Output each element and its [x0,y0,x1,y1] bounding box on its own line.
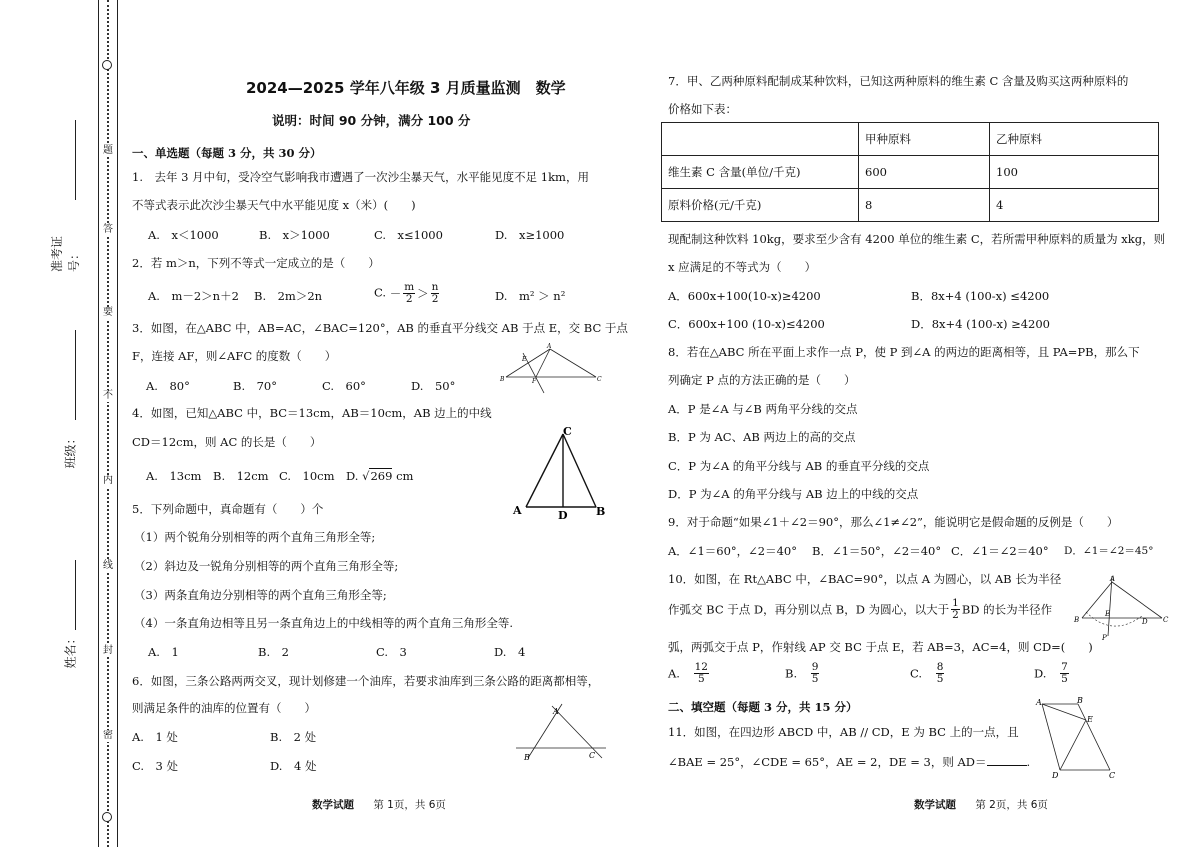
q2-stem: 2．若 m＞n，下列不等式一定成立的是（ ） [132,256,380,270]
binding-border-left [98,0,99,847]
seal-char-nei: 内 [103,475,113,486]
footer-right [914,797,1048,812]
q2-frac-n-den: 2 [431,293,439,305]
q10-arc [1086,612,1142,626]
q1-line2: 不等式表示此次沙尘暴天气中水平能见度 x（米）( ) [132,198,416,212]
q11-side-bc [1078,704,1110,770]
q11-line2 [668,754,1030,770]
q8-option-a: A．P 是∠A 与∠B 两角平分线的交点 [668,402,858,416]
name-field-line [75,560,76,630]
q10-label-e: E [1105,610,1111,618]
binding-border-right [117,0,118,847]
page-subtitle: 说明：时间 90 分钟，满分 100 分 [272,113,471,128]
q4-figure [508,422,612,522]
q6-option-b: B. 2 处 [270,730,317,744]
q10-option-d-num: 7 [1061,661,1068,673]
q3-option-a: A. 80° [146,379,190,393]
q10-line2 [668,598,1052,621]
q10-line3: 弧，两弧交于点 P，作射线 AP 交 BC 于点 E，若 AB=3，AC=4，则 CD=( ) [668,640,1093,654]
q4-unit: cm [396,469,414,483]
q6-option-c: C. 3 处 [132,759,179,773]
q7-table-cell: 维生素 C 含量(单位/千克) [662,156,859,189]
seal-char-ti: 题 [103,145,113,156]
q7-table-cell: 原料价格(元/千克) [662,189,859,222]
name-field[interactable] [64,560,88,680]
q10-option-d-label: D. [1034,666,1047,681]
q6-label-b: B [524,753,530,762]
class-label: 班级： [63,432,78,469]
q7-table-cell: 4 [990,189,1159,222]
q10-option-c-den: 5 [936,673,944,685]
q1-line1: 1. 去年 3 月中旬，受冷空气影响我市遭遇了一次沙尘暴天气，水平能见度不足 1km，用 [132,170,589,184]
q10-option-d [1034,662,1071,685]
q7-option-d: D．8x+4 (100-x) ≥4200 [911,317,1050,331]
q4-option-b: B. 12cm [213,469,269,483]
q4-line2: CD＝12cm，则 AC 的长是（ ） [132,435,322,449]
seal-char-yao: 要 [103,307,113,318]
q11-figure [1034,696,1124,782]
q10-option-b-label: B. [785,666,798,681]
q7-table-header-blank [662,123,859,156]
q6-line1: 6．如图，三条公路两两交叉，现计划修建一个油库，若要求油库到三条公路的距离都相等， [132,674,600,688]
id-field[interactable] [50,120,88,290]
id-label: 准考证号： [50,235,81,272]
class-field[interactable] [64,330,88,480]
q11-line2-text: ∠BAE = 25°，∠CDE = 65°，AE = 2，DE = 3，则 AD＝ [668,755,987,769]
q10-option-a [668,662,711,685]
q7-option-c: C．600x+100 (10-x)≤4200 [668,317,825,331]
q5-item-3: （3）两条直角边分别相等的两个直角三角形全等; [134,588,387,602]
q5-option-c: C. 3 [376,645,407,659]
seal-char-bu: 不 [103,390,113,401]
q11-segment-de [1060,720,1086,770]
q6-option-d: D. 4 处 [270,759,317,773]
seal-char-mi: 密 [103,730,113,741]
footer-left [312,797,446,812]
q9-option-b: B．∠1＝50°，∠2＝40° [812,544,942,558]
q10-label-c: C [1163,616,1169,624]
q1-option-c: C. x≤1000 [374,228,443,242]
q10-side-ac [1112,582,1162,618]
q7-table-cell: 8 [859,189,990,222]
q3-option-c: C. 60° [322,379,366,393]
q11-label-b: B [1077,696,1083,705]
q7-table-row [662,156,1159,189]
section1-title: 一、单选题（每题 3 分，共 30 分） [132,146,322,160]
q2-frac-n-num: n [431,281,439,293]
q7-table-header-row [662,123,1159,156]
q3-label-f: F [532,378,537,385]
q10-option-d-frac [1060,662,1069,685]
q11-label-a: A [1036,698,1042,707]
q11-line1: 11．如图，在四边形 ABCD 中，AB // CD，E 为 BC 上的一点，且 [668,725,1019,739]
q10-option-a-label: A. [668,666,680,681]
q10-frac-half-den: 2 [952,609,959,621]
q9-stem: 9．对于命题“如果∠1＋∠2＝90°，那么∠1≠∠2”，能说明它是假命题的反例是（ ） [668,515,1119,529]
binding-circle-top [102,60,112,70]
q7-table [661,122,1159,222]
q7-table-cell: 600 [859,156,990,189]
q10-option-d-den: 5 [1061,673,1068,685]
q6-line2: 则满足条件的油库的位置有（ ） [132,701,316,715]
page-title: 2024—2025 学年八年级 3 月质量监测 数学 [246,79,566,97]
q4-side-ac [526,434,563,507]
q10-label-p: P [1102,634,1107,642]
q6-label-c: C [589,751,596,760]
q5-item-1: （1）两个锐角分别相等的两个直角三角形全等; [134,530,376,544]
q2-option-c-label: C. [374,285,387,300]
q11-label-d: D [1052,771,1059,780]
q11-answer-blank[interactable] [987,754,1027,766]
q5-option-a: A. 1 [148,645,179,659]
footer-right-page: 第 2页，共 6页 [975,799,1048,811]
binding-dotted-line [107,0,109,847]
q11-label-e: E [1087,715,1093,724]
q3-option-d: D. 50° [411,379,456,393]
q10-frac-half-num: 1 [952,597,959,609]
q1-option-a: A. x＜1000 [148,228,219,242]
q7-line3: 现配制这种饮料 10kg，要求至少含有 4200 单位的维生素 C，若所需甲种原料的质量为 xkg，则 [668,232,1166,246]
q10-line2-start: 作弧交 BC 于点 D，再分别以点 B，D 为圆心，以大于 [668,602,950,617]
q5-stem: 5．下列命题中，真命题有（ ）个 [132,502,324,516]
class-field-line [75,330,76,420]
q2-gt: ＞ [417,286,429,301]
q7-table-row [662,189,1159,222]
q10-label-d: D [1142,618,1148,626]
q2-option-c [374,282,441,305]
q3-label-e: E [522,356,527,363]
q4-label-b: B [596,505,606,518]
q10-line2-end: BD 的长为半径作 [961,602,1053,617]
footer-left-subject: 数学试题 [312,799,354,811]
q10-option-a-num: 12 [694,661,708,673]
id-field-line [75,120,76,200]
q11-label-c: C [1109,771,1116,780]
q7-table-cell: 100 [990,156,1159,189]
q3-line1: 3．如图，在△ABC 中，AB=AC，∠BAC=120°，AB 的垂直平分线交 AB 于点 E，交 BC 于点 [132,321,628,335]
q7-table-header-jia: 甲种原料 [859,123,990,156]
q8-option-c: C．P 为∠A 的角平分线与 AB 的垂直平分线的交点 [668,459,930,473]
q6-label-a: A [553,707,559,716]
q10-option-c [910,662,946,685]
q10-option-c-num: 8 [936,661,944,673]
q4-option-d-label: D. [346,469,359,483]
q4-side-bc [563,434,596,507]
q10-option-c-label: C. [910,666,923,681]
q2-frac-m [403,282,415,305]
seal-char-xian: 线 [103,560,113,571]
q4-label-a: A [513,504,522,517]
q10-option-b-frac [811,662,820,685]
q3-figure [498,341,608,399]
q8-option-b: B．P 为 AC、AB 两边上的高的交点 [668,430,856,444]
footer-right-subject: 数学试题 [914,799,956,811]
q9-option-c: C．∠1＝∠2＝40° [951,544,1049,558]
q10-frac-half [951,598,960,621]
q5-item-4: （4）一条直角边相等且另一条直角边上的中线相等的两个直角三角形全等. [134,616,513,630]
q4-option-d [346,469,413,484]
q2-frac-m-den: 2 [405,293,413,305]
q2-frac-n [431,282,440,305]
q7-line1: 7．甲、乙两种原料配制成某种饮料，已知这两种原料的维生素 C 含量及购买这两种原料的 [668,74,1129,88]
q3-side-ac [550,349,596,377]
q4-label-d: D [558,509,568,522]
q7-table-header-yi: 乙种原料 [990,123,1159,156]
q10-label-a: A [1110,575,1116,583]
q5-option-d: D. 4 [494,645,526,659]
binding-circle-bottom [102,812,112,822]
q8-option-d: D．P 为∠A 的角平分线与 AB 边上的中线的交点 [668,487,919,501]
q3-label-c: C [597,376,602,383]
q5-option-b: B. 2 [258,645,289,659]
q7-line2: 价格如下表： [668,102,737,116]
section2-title: 二、填空题（每题 3 分，共 15 分） [668,700,858,714]
q5-item-2: （2）斜边及一锐角分别相等的两个直角三角形全等; [134,559,399,573]
footer-left-page: 第 1页，共 6页 [373,799,446,811]
q3-line2: F，连接 AF，则∠AFC 的度数（ ） [132,349,337,363]
q10-option-a-frac [694,662,709,685]
q3-option-b: B. 70° [233,379,277,393]
q3-label-a: A [547,343,552,350]
q4-sqrt-radicand: 269 [370,469,393,483]
q9-option-d: D．∠1＝∠2＝45° [1064,545,1154,557]
q9-option-a: A．∠1＝60°，∠2＝40° [668,544,797,558]
q2-minus: － [389,286,402,301]
q10-option-b-den: 5 [811,673,819,685]
q3-label-b: B [500,376,505,383]
name-label: 姓名： [63,632,78,669]
seal-char-feng: 封 [103,645,113,656]
q10-label-b: B [1074,616,1080,624]
q4-line1: 4．如图，已知△ABC 中，BC＝13cm，AB＝10cm，AB 边上的中线 [132,406,492,420]
q10-line1: 10．如图，在 Rt△ABC 中，∠BAC=90°，以点 A 为圆心，以 AB 长为半径 [668,572,1062,586]
q8-line2: 列确定 P 点的方法正确的是（ ） [668,373,856,387]
q10-option-b [785,662,821,685]
q2-option-a: A. m－2＞n＋2 [148,289,239,303]
q1-option-b: B. x＞1000 [259,228,330,242]
q10-option-b-num: 9 [811,661,819,673]
q11-line2-end: . [1026,755,1031,769]
q6-option-a: A. 1 处 [132,730,178,744]
q10-option-c-frac [936,662,945,685]
q7-line4: x 应满足的不等式为（ ） [668,260,817,274]
q10-option-a-den: 5 [697,673,705,685]
q6-figure [512,700,612,766]
q4-option-a: A. 13cm [146,469,202,483]
q4-option-c: C. 10cm [279,469,335,483]
q2-option-b: B. 2m＞2n [254,289,323,303]
q2-option-d: D. m² ＞ n² [495,289,566,303]
q2-frac-m-num: m [404,281,415,293]
q10-figure [1072,572,1170,642]
seal-char-da: 答 [103,224,113,235]
q11-side-da [1042,704,1060,770]
q7-option-b: B．8x+4 (100-x) ≤4200 [911,289,1050,303]
q1-option-d: D. x≥1000 [495,228,565,242]
q8-line1: 8．若在△ABC 所在平面上求作一点 P，使 P 到∠A 的两边的距离相等，且 PA=PB，那么下 [668,345,1140,359]
q4-sqrt: √269 [362,469,393,483]
q7-option-a: A．600x+100(10-x)≥4200 [668,289,821,303]
q4-label-c: C [563,425,572,438]
